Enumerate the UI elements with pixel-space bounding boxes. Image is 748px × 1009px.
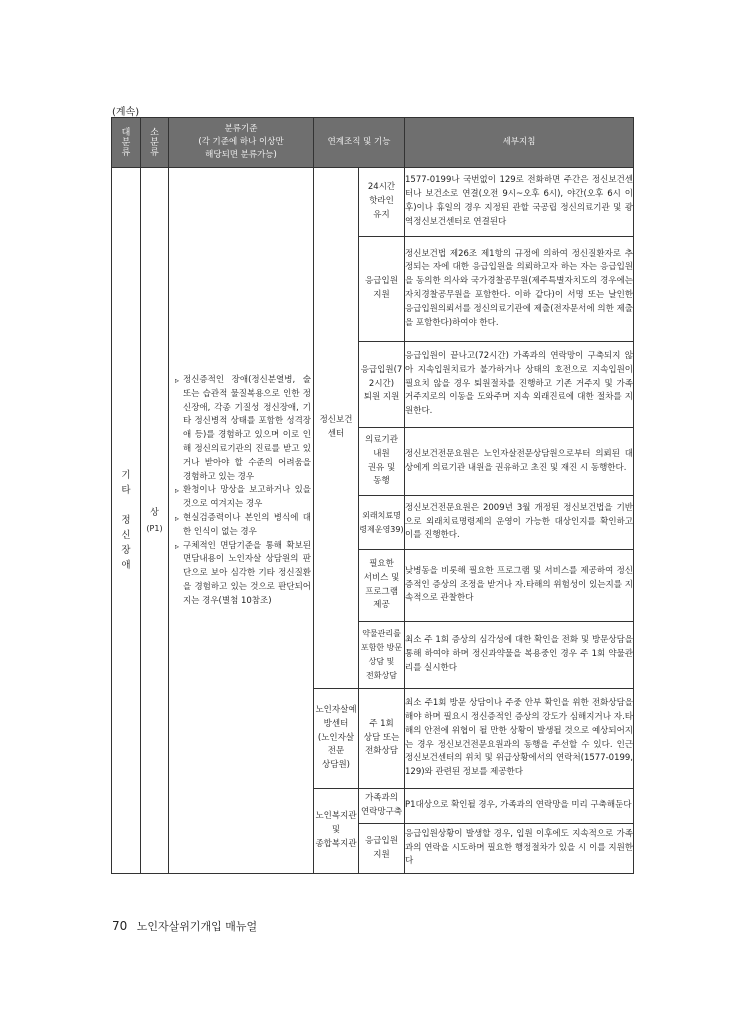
function-cell: 24시간 핫라인 유지	[359, 168, 405, 237]
function-cell: 응급입원 지원	[359, 237, 405, 342]
detail-cell: 최소 주 1회 증상의 심각성에 대한 확인을 전화 및 방문상담을 통해 하여야 하며 정신과약물을 복용중인 경우 주 1회 약물관리를 실시한다	[405, 622, 634, 689]
org-suicide-prevention-center: 노인자살예 방센터 (노인자살 전문 상담원)	[314, 689, 359, 789]
detail-cell: 정신보건전문요원은 노인자살전문상담원으로부터 의뢰된 대상에게 의료기관 내원을 권유하고 초진 및 재진 시 동행한다.	[405, 428, 634, 496]
criteria-item: ▹ 현실검증력이나 본인의 병식에 대한 인식이 없는 경우	[175, 512, 311, 540]
criteria-item: ▹ 환청이나 망상을 보고하거나 있을 것으로 여겨지는 경우	[175, 484, 311, 512]
function-cell: 의료기관 내원 권유 및 동행	[359, 428, 405, 496]
criteria-item: ▹ 구체적인 면담기준을 통해 확보된 면담내용이 노인자살 상담원의 판단으로 보아 심각한 기타 정신질환을 경험하고 있는 것으로 판단되어지는 경우(별첨 10참조)	[175, 540, 311, 609]
function-cell: 가족과의 연락망구축	[359, 789, 405, 824]
detail-cell: P1대상으로 확인될 경우, 가족과의 연락망을 미리 구축해둔다	[405, 789, 634, 824]
header-minor: 소분류	[141, 118, 169, 168]
function-cell: 응급입원 지원	[359, 824, 405, 874]
page-footer	[112, 918, 257, 934]
major-category: 기타 정신장애	[112, 168, 141, 874]
header-org: 연계조직 및 기능	[314, 118, 405, 168]
header-major: 대분류	[112, 118, 141, 168]
criteria-list	[169, 374, 313, 609]
continued-label: (계속)	[112, 107, 140, 118]
function-cell: 응급입원(7 2시간) 퇴원 지원	[359, 342, 405, 428]
criteria-cell	[169, 168, 314, 874]
function-cell: 약물관리를 포함한 방문 상담 및 전화상담	[359, 622, 405, 689]
classification-table	[111, 117, 634, 874]
header-criteria: 분류기준 (각 기준에 하나 이상만 해당되면 분류가능)	[169, 118, 314, 168]
function-cell: 외래치료명 령제운영39)	[359, 496, 405, 550]
detail-cell: 1577-0199나 국번없이 129로 전화하면 주간은 정신보건센터나 보건소로 연결(오전 9시~오후 6시), 야간(오후 6시 이후)이나 휴일의 경우 지정된 관할 국공립 정신의료기관 및 광역정신보건센터로 연결된다	[405, 168, 634, 237]
detail-cell: 응급입원이 끝나고(72시간) 가족과의 연락망이 구축되지 않아 지속입원치료가 불가하거나 상태의 호전으로 지속입원이 필요치 않을 경우 퇴원절차를 진행하고 기존 거주지 및 가족 거주지로의 이동을 도와주며 지속 외래진료에 대한 절차를 지원한다.	[405, 342, 634, 428]
detail-cell: 정신보건법 제26조 제1항의 규정에 의하여 정신질환자로 추정되는 자에 대한 응급입원을 의뢰하고자 하는 자는 응급입원을 동의한 의사와 국가경찰공무원(제주특별자치도의 경우에는 자치경찰공무원을 포함한다. 이하 같다)이 서명 또는 날인한 응급입원의뢰서를 정신의료기관에 제출(전자문서에 의한 제출을 포함한다)하여야 한다.	[405, 237, 634, 342]
function-cell: 주 1회 상담 또는 전화상담	[359, 689, 405, 789]
criteria-item: ▹ 정신증적인 장애(정신분열병, 술 또는 습관적 물질복용으로 인한 정신장애, 각종 기질성 정신장애, 기타 정신병적 상태를 포함한 성격장애 등)를 경험하고 있으며 이로 인해 정신의료기관의 진료를 받고 있거나 받아야 할 수준의 어려움을 경험하고 있는 경우	[175, 374, 311, 484]
org-mental-health-center: 정신보건 센터	[314, 168, 359, 689]
page-number: 70	[112, 919, 128, 933]
footer-title: 노인자살위기개입 매뉴얼	[136, 920, 258, 933]
detail-cell: 최소 주1회 방문 상담이나 주중 안부 확인을 위한 전화상담을 해야 하며 필요시 정신증적인 증상의 강도가 심해지거나 자․타해의 안전에 위협이 될 만한 상황이 발생될 것으로 예상되어지는 경우 정신보건전문요원과의 동행을 주선할 수 있다. 인근 정신보건센터의 위치 및 위급상황에서의 연락처(1577-0199, 129)와 관련된 정보를 제공한다	[405, 689, 634, 789]
detail-cell: 응급입원상황이 발생할 경우, 입원 이후에도 지속적으로 가족과의 연락을 시도하며 필요한 행정절차가 있을 시 이를 지원한다	[405, 824, 634, 874]
detail-cell: 낮병동을 비롯해 필요한 프로그램 및 서비스를 제공하여 정신증적인 증상의 조정을 받거나 자․타해의 위험성이 있는지를 지속적으로 관찰한다	[405, 550, 634, 622]
header-guide: 세부지침	[405, 118, 634, 168]
detail-cell: 정신보건전문요원은 2009년 3월 개정된 정신보건법을 기반으로 외래치료명령제의 운영이 가능한 대상인지를 확인하고 이를 진행한다.	[405, 496, 634, 550]
minor-category: 상 (P1)	[141, 168, 169, 874]
org-welfare-center: 노인복지관 및 종합복지관	[314, 789, 359, 874]
table-row	[112, 168, 634, 237]
table-header-row	[112, 118, 634, 168]
function-cell: 필요한 서비스 및 프로그램 제공	[359, 550, 405, 622]
